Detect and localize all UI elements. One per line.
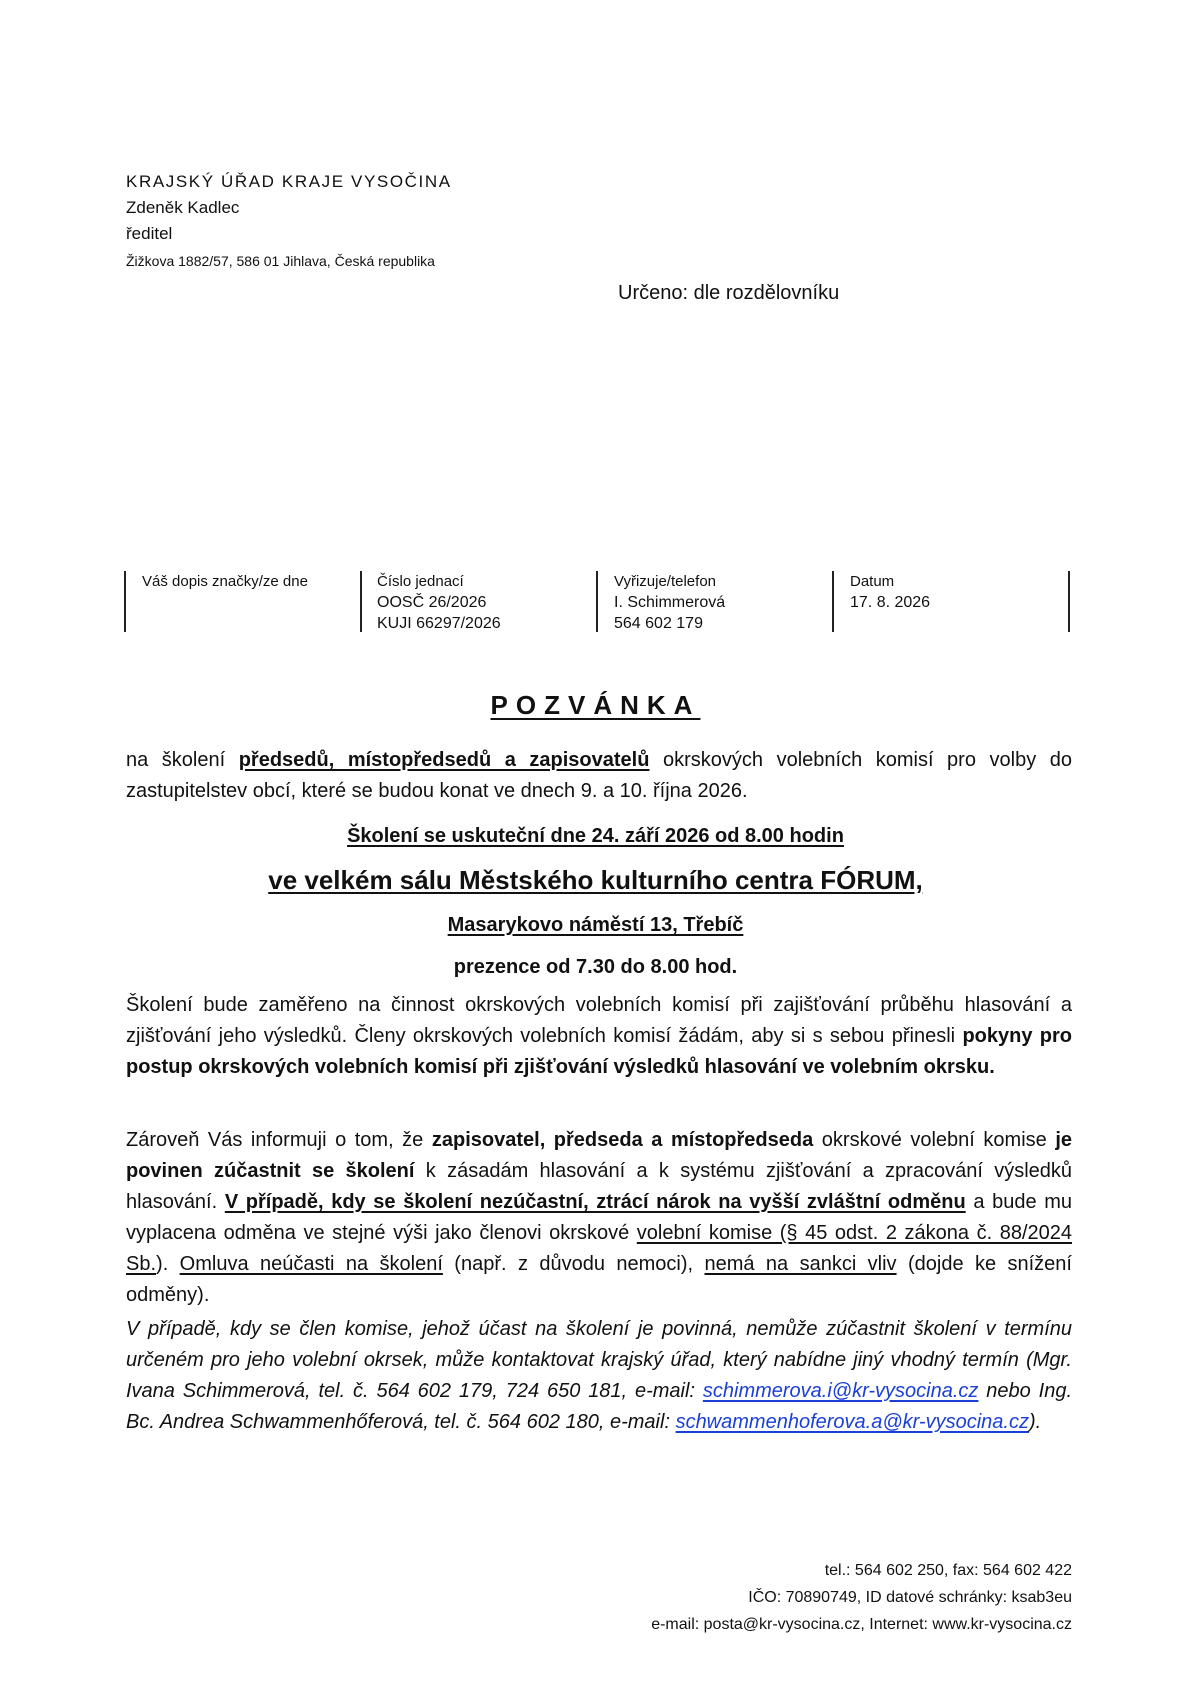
obligation-paragraph	[126, 1125, 1072, 1311]
reference-label: Váš dopis značky/ze dne	[142, 573, 308, 590]
reference-divider	[1068, 571, 1070, 632]
recipient-line: Určeno: dle rozdělovníku	[618, 282, 840, 304]
reference-divider	[124, 571, 126, 632]
event-venue-line: ve velkém sálu Městského kulturního centra FÓRUM,	[268, 865, 923, 895]
sender-role: ředitel	[126, 224, 173, 243]
paragraph-emphasis: V případě, kdy se školení nezúčastní, ztrácí nárok na vyšší zvláštní odměnu	[224, 1191, 966, 1213]
footer-email-web: e-mail: posta@kr-vysocina.cz, Internet: www.kr-vysocina.cz	[651, 1616, 1072, 1633]
paragraph-text: V případě, kdy se člen komise, jehož účast na školení je povinná, nemůže zúčastnit školení v termínu určeném pro jeho volební okrsek, může kontaktovat krajský úřad, který nabídne jiný vhodný termín (Mgr. Ivana Schimmerová, tel. č. 564 602 179, 724 650 181, e-mail:	[126, 1318, 1072, 1402]
reference-case-number	[377, 571, 501, 634]
intro-paragraph	[126, 745, 1072, 807]
sender-organization: KRAJSKÝ ÚŘAD KRAJE VYSOČINA	[126, 172, 452, 191]
event-address-line: Masarykovo náměstí 13, Třebíč	[447, 914, 744, 936]
reference-handled-by	[614, 571, 725, 634]
paragraph-underlined: volební komise (§ 45 odst. 2 zákona č. 88/2024 Sb.	[126, 1222, 1073, 1275]
intro-text: okrskových volebních komisí pro volby do zastupitelstev obcí, které se budou konat ve dnech 9. a 10. října 2026.	[126, 749, 1072, 802]
reference-your-letter	[142, 571, 308, 592]
paragraph-emphasis: pokyny pro postup okrskových volebních komisí při zjišťování výsledků hlasování ve volebním okrsku.	[126, 1025, 1073, 1078]
sender-address: Žižkova 1882/57, 586 01 Jihlava, Česká republika	[126, 253, 435, 269]
event-presence-line: prezence od 7.30 do 8.00 hod.	[453, 956, 738, 978]
paragraph-text: (dojde ke snížení odměny).	[126, 1253, 1072, 1306]
reference-value: 17. 8. 2026	[850, 594, 931, 611]
intro-text: na školení	[126, 749, 239, 771]
email-link-schimmerova[interactable]: schimmerova.i@kr-vysocina.cz	[702, 1380, 979, 1402]
training-focus-paragraph	[126, 990, 1072, 1083]
reference-date	[850, 571, 930, 613]
paragraph-text: okrskové volební komise	[813, 1129, 1056, 1151]
paragraph-emphasis: je povinen zúčastnit se školení	[126, 1129, 1073, 1182]
paragraph-text: ).	[156, 1253, 180, 1275]
reference-value: KUJI 66297/2026	[377, 615, 501, 632]
reference-divider	[596, 571, 598, 632]
paragraph-text: (např. z důvodu nemoci),	[442, 1253, 705, 1275]
footer-contact	[651, 1557, 1072, 1638]
sender-block	[126, 169, 452, 275]
sender-name: Zdeněk Kadlec	[126, 198, 240, 217]
reference-divider	[832, 571, 834, 632]
reference-label: Datum	[850, 573, 895, 590]
reference-value: 564 602 179	[614, 615, 703, 632]
reference-label: Vyřizuje/telefon	[614, 573, 716, 590]
reference-label: Číslo jednací	[377, 573, 464, 590]
event-date-line: Školení se uskuteční dne 24. září 2026 od 8.00 hodin	[347, 825, 844, 847]
reference-divider	[360, 571, 362, 632]
paragraph-text: k zásadám hlasování a k systému zjišťování a zpracování výsledků hlasování.	[126, 1160, 1073, 1213]
paragraph-text: ).	[1028, 1411, 1042, 1433]
paragraph-text: nebo Ing. Bc. Andrea Schwammenhőferová, tel. č. 564 602 180, e-mail:	[126, 1380, 1073, 1433]
paragraph-underlined: Omluva neúčasti na školení	[179, 1253, 443, 1275]
paragraph-text: Školení bude zaměřeno na činnost okrskových volebních komisí při zajišťování průběhu hlasování a zjišťování jeho výsledků. Členy okrskových volebních komisí žádám, aby si s sebou přinesli	[126, 994, 1072, 1047]
document-title: POZVÁNKA	[490, 690, 701, 720]
email-link-schwammenhoferova[interactable]: schwammenhoferova.a@kr-vysocina.cz	[675, 1411, 1029, 1433]
reference-value: OOSČ 26/2026	[377, 594, 487, 611]
reference-value: I. Schimmerová	[614, 594, 726, 611]
paragraph-emphasis: zapisovatel, předseda a místopředseda	[431, 1129, 814, 1151]
paragraph-text: Zároveň Vás informuji o tom, že	[126, 1129, 432, 1151]
paragraph-underlined: nemá na sankci vliv	[704, 1253, 897, 1275]
footer-phone-fax: tel.: 564 602 250, fax: 564 602 422	[824, 1562, 1072, 1579]
paragraph-text: a bude mu vyplacena odměna ve stejné výši jako členovi okrskové	[126, 1191, 1073, 1244]
alternative-date-paragraph	[126, 1314, 1072, 1438]
footer-ico: IČO: 70890749, ID datové schránky: ksab3eu	[748, 1589, 1072, 1606]
intro-emphasis: předsedů, místopředsedů a zapisovatelů	[238, 749, 650, 771]
